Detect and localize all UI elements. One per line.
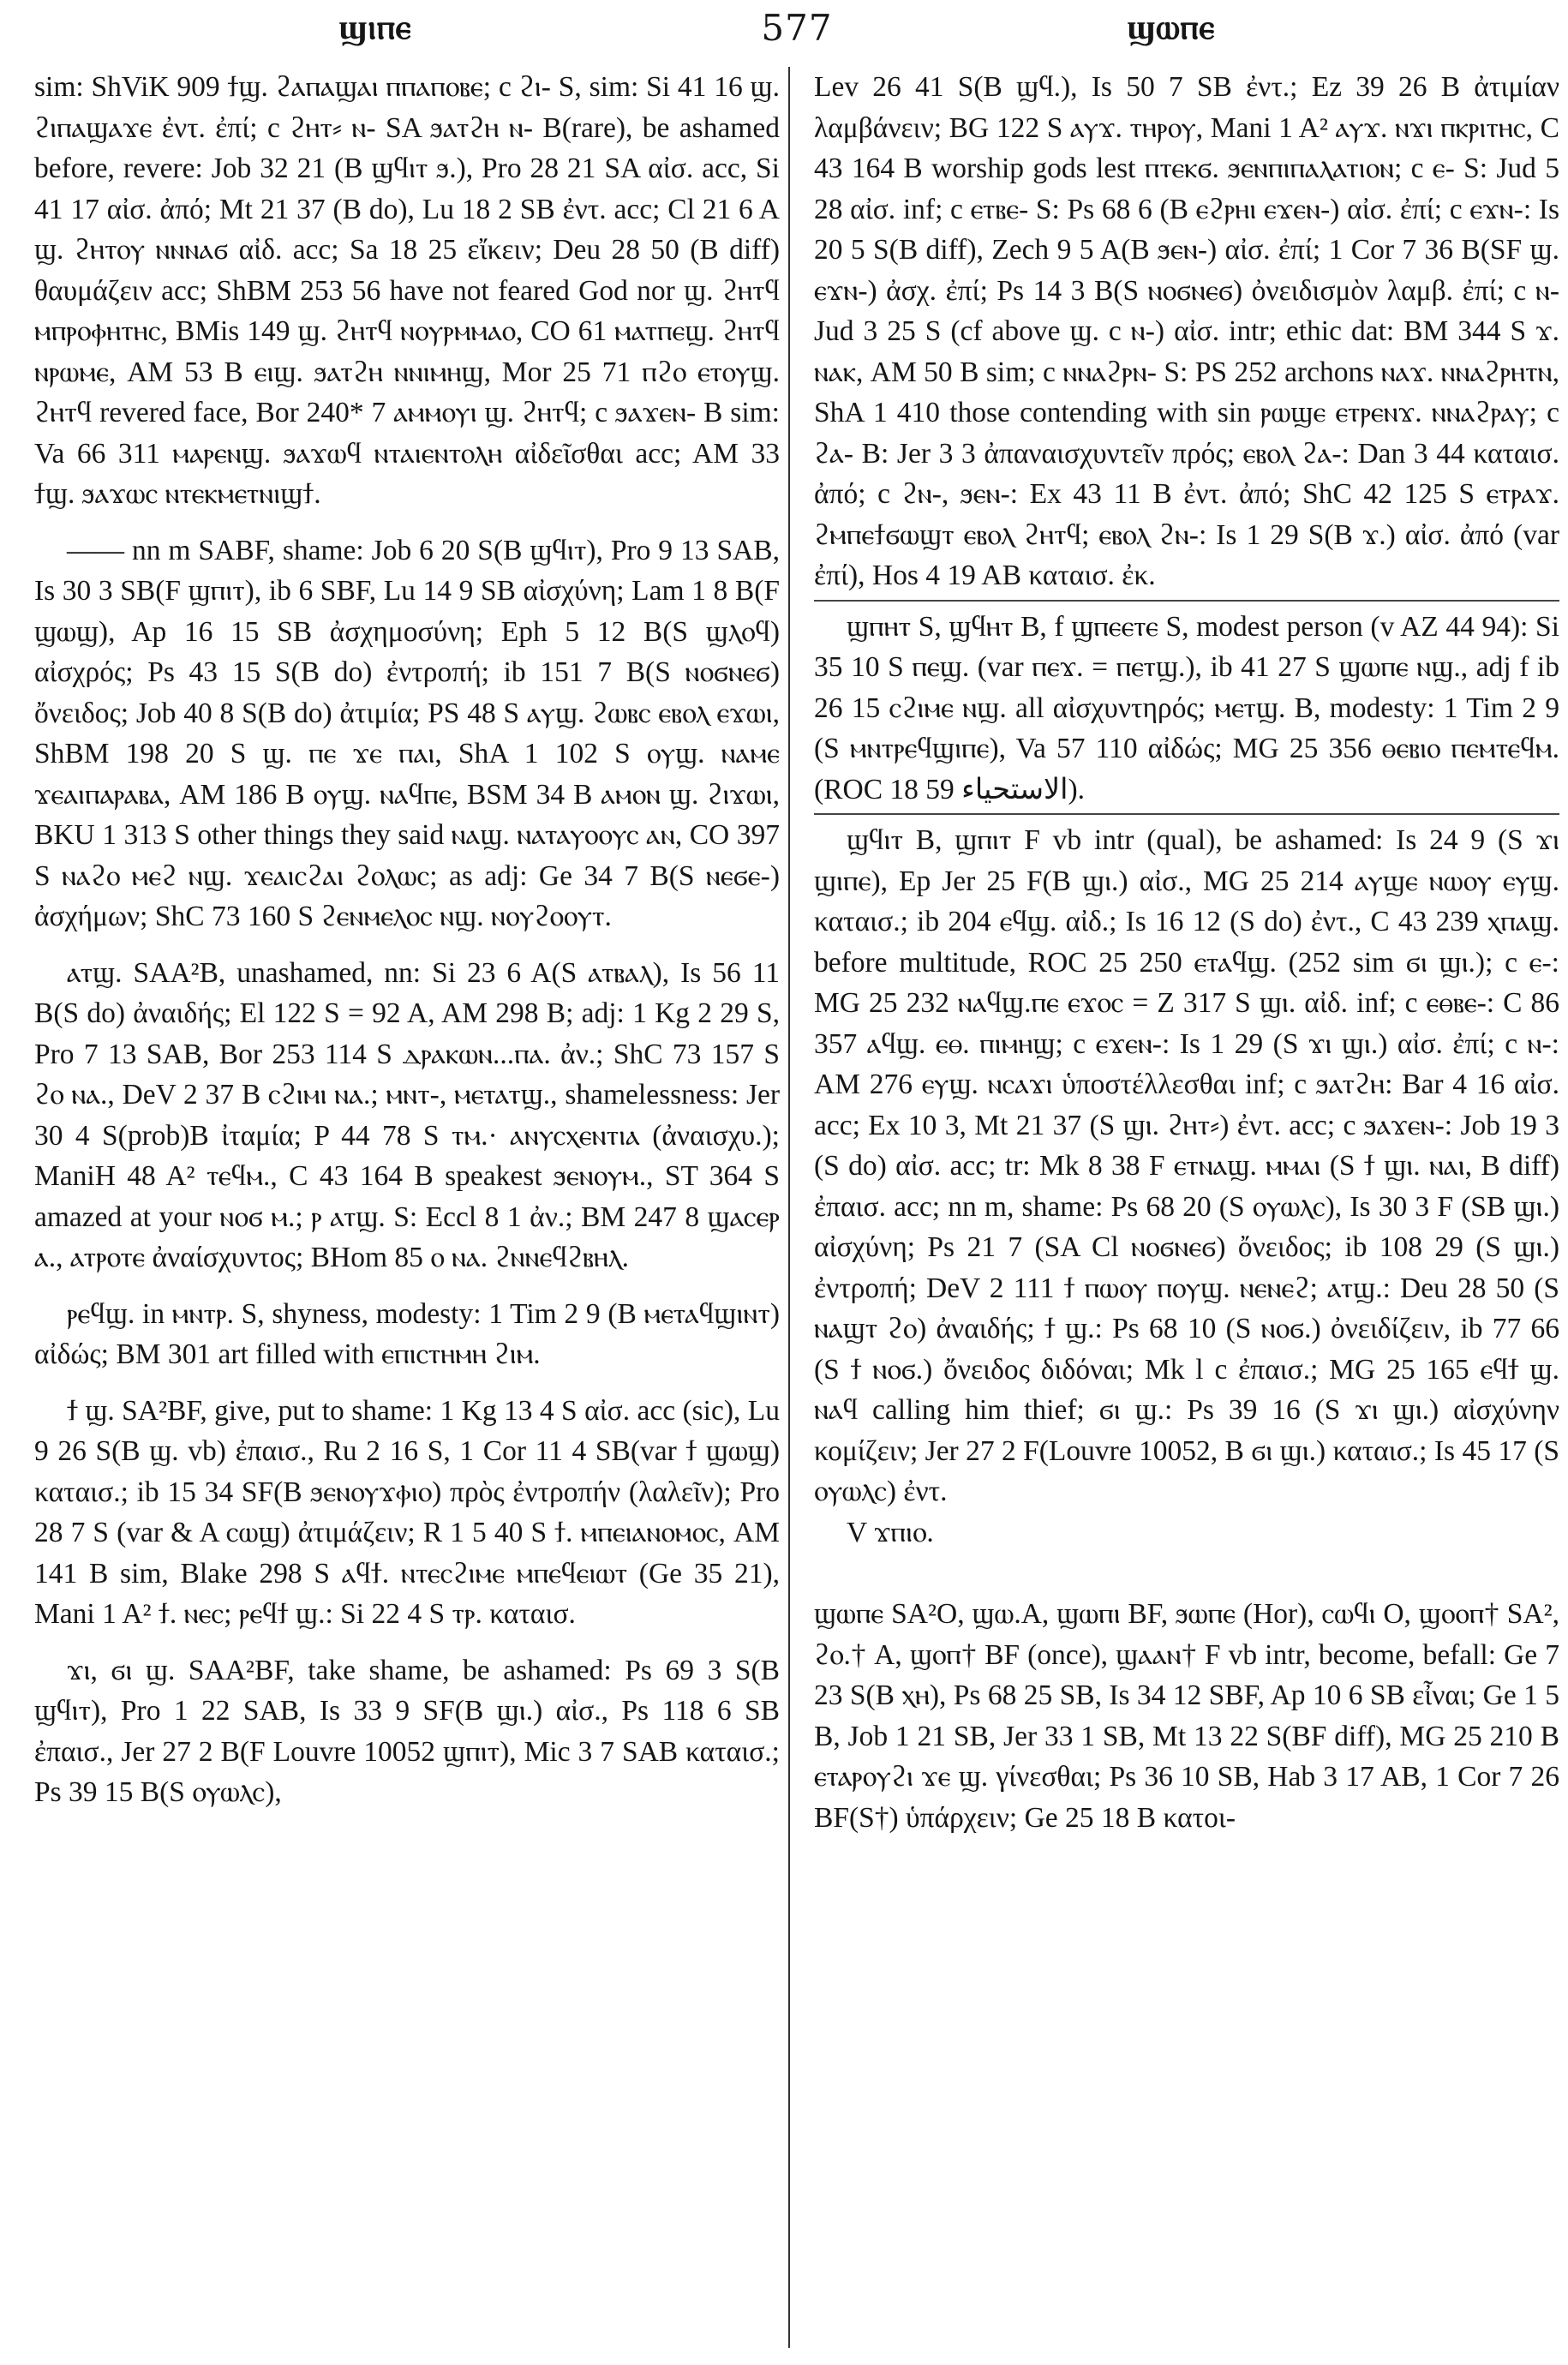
running-head-right: ϣⲱⲡⲉ [1127, 7, 1216, 47]
entry-shyness: ⲣⲉϥϣ. in ⲙⲛⲧⲣ. S, shyness, modesty: 1 Tim 2 9 (B ⲙⲉⲧⲁϥϣⲓⲛⲧ) αἰδώς; BM 301 art filled with ⲉⲡⲓⲥⲧⲏⲙⲏ ϩⲓⲙ. [34, 1297, 780, 1370]
entry-become: ϣⲱⲡⲉ SA²O, ϣⲱ.A, ϣⲱⲡⲓ BF, ϧⲱⲡⲉ (Hor), ⲥⲱϥⲓ O, ϣⲟⲟⲡ† SA², ϩⲟ.† A, ϣⲟⲡ† BF (once), ϣⲁⲁⲛ† F vb intr, become, befall: Ge 7 23 S(B ⲭⲏ), Ps 68 25 SB, Is 34 12 SBF, Ap 10 6 SB εἶναι; Ge 1 5 B, Job 1 21 SB, Jer 33 1 SB, Mt 13 22 S(BF diff), MG 25 210 B ⲉⲧⲁⲣⲟⲩϩⲓ ϫⲉ ϣ. γίνεσθαι; Ps 36 10 SB, Hab 3 17 AB, 1 Cor 7 26 BF(S†) ὑπάρχειν; Ge 25 18 B κατοι- [814, 1598, 1559, 1834]
page-number: 577 [761, 7, 833, 49]
entry-continuation-right: Lev 26 41 S(B ϣϥ.), Is 50 7 SB ἐντ.; Ez 39 26 B ἀτιμίαν λαμβάνειν; BG 122 S ⲁⲩϫ. ⲧⲏⲣⲟⲩ, Mani 1 A² ⲁⲩϫ. ⲛϫⲓ ⲡⲕⲣⲓⲧⲏⲥ, C 43 164 B worship gods lest ⲡⲧⲉⲕϭ. ϧⲉⲛⲡⲓⲡⲁⲗⲁⲧⲓⲟⲛ; c ⲉ- S: Jud 5 28 αἰσ. inf; c ⲉⲧⲃⲉ- S: Ps 68 6 (B ⲉϩⲣⲏⲓ ⲉϫⲉⲛ-) αἰσ. ἐπί; c ⲉϫⲛ-: Is 20 5 S(B diff), Zech 9 5 A(B ϧⲉⲛ-) αἰσ. ἐπί; 1 Cor 7 36 B(SF ϣ. ⲉϫⲛ-) ἀσχ. ἐπί; Ps 14 3 B(S ⲛⲟϭⲛⲉϭ) ὀνειδισμὸν λαμβ. ἐπί; c ⲛ- Jud 3 25 S (cf above ϣ. c ⲛ-) αἰσ. intr; ethic dat: BM 344 S ϫ. ⲛⲁⲕ, AM 50 B sim; c ⲛⲛⲁϩⲣⲛ- S: PS 252 archons ⲛⲁϫ. ⲛⲛⲁϩⲣⲏⲧⲛ, ShA 1 410 those contending with sin ⲣⲱϣⲉ ⲉⲧⲣⲉⲛϫ. ⲛⲛⲁϩⲣⲁⲩ; c ϩⲁ- B: Jer 3 3 ἀπαναισχυντεῖν πρός; ⲉⲃⲟⲗ ϩⲁ-: Dan 3 44 καταισ. ἀπό; c ϩⲛ-, ϧⲉⲛ-: Ex 43 11 B ἐντ. ἀπό; ShC 42 125 S ⲉⲧⲣⲁϫ. ϩⲙⲡⲉϯϭⲱϣⲧ ⲉⲃⲟⲗ ϩⲏⲧϥ; ⲉⲃⲟⲗ ϩⲛ-: Is 1 29 S(B ϫ.) αἰσ. ἀπό (var ἐπί), Hos 4 19 AB καταισ. ἐκ. [814, 71, 1559, 591]
entry-be-ashamed: ϣϥⲓⲧ B, ϣⲡⲓⲧ F vb intr (qual), be ashamed: Is 24 9 (S ϫⲓ ϣⲓⲡⲉ), Ep Jer 25 F(B ϣⲓ.) αἰσ., MG 25 214 ⲁⲩϣⲉ ⲛⲱⲟⲩ ⲉⲩϣ. καταισ.; ib 204 ⲉϥϣ. αἰδ.; Is 16 12 (S do) ἐντ., C 43 239 ⲭⲡⲁϣ. before multitude, ROC 25 250 ⲉⲧⲁϥϣ. (252 sim ϭⲓ ϣⲓ.); c ⲉ-: MG 25 232 ⲛⲁϥϣ.ⲡⲉ ⲉϫⲟⲥ = Z 317 S ϣⲓ. αἰδ. inf; c ⲉⲑⲃⲉ-: C 86 357 ⲁϥϣ. ⲉⲑ. ⲡⲓⲙⲏϣ; c ⲉϫⲉⲛ-: Is 1 29 (S ϫⲓ ϣⲓ.) αἰσ. ἐπί; c ⲛ-: AM 276 ⲉⲩϣ. ⲛⲥⲁϫⲓ ὑποστέλλεσθαι inf; c ϧⲁⲧϩⲏ: Bar 4 16 αἰσ. acc; Ex 10 3, Mt 21 37 (S ϣⲓ. ϩⲏⲧ⸗) ἐντ. acc; c ϧⲁϫⲉⲛ-: Job 19 3 (S do) αἰσ. acc; tr: Mk 8 38 F ⲉⲧⲛⲁϣ. ⲙⲙⲁⲓ (S ϯ ϣⲓ. ⲛⲁⲓ, B diff) ἐπαισ. acc; nn m, shame: Ps 68 20 (S ⲟⲩⲱⲗⲥ), Is 30 3 F (SB ϣⲓ.) αἰσχύνη; Ps 21 7 (SA Cl ⲛⲟϭⲛⲉϭ) ὄνειδος; ib 108 29 (S ϣⲓ.) ἐντροπή; DeV 2 111 ϯ ⲡⲱⲟⲩ ⲡⲟⲩϣ. ⲛⲉⲛⲉϩ; ⲁⲧϣ.: Deu 28 50 (S ⲛⲁϣⲧ ϩⲟ) ἀναιδής; ϯ ϣ.: Ps 68 10 (S ⲛⲟϭ.) ὀνειδίζειν, ib 77 66 (S ϯ ⲛⲟϭ.) ὄνειδος διδόναι; Mk l c ἐπαισ.; MG 25 165 ⲉϥϯ ϣ. ⲛⲁϥ calling him thief; ϭⲓ ϣ.: Ps 39 16 (S ϫⲓ ϣⲓ.) αἰσχύνην κομίζειν; Jer 27 2 F(Louvre 10052, B ϭⲓ ϣⲓ.) καταισ.; Is 45 17 (S ⲟⲩⲱⲗⲥ) ἐντ. [814, 813, 1559, 1512]
running-head-left: ϣⲓⲡⲉ [338, 7, 412, 47]
entry-put-to-shame: ϯ ϣ. SA²BF, give, put to shame: 1 Kg 13 4 S αἰσ. acc (sic), Lu 9 26 S(B ϣ. vb) ἐπαισ., Ru 2 16 S, 1 Cor 11 4 SB(var ϯ ϣⲱϣ) καταισ.; ib 15 34 SF(B ϧⲉⲛⲟⲩϫⲫⲓⲟ) πρὸς ἐντροπήν (λαλεῖν); Pro 28 7 S (var & A ⲥⲱϣ) ἀτιμάζειν; R 1 5 40 S ϯ. ⲙⲡⲉⲓⲁⲛⲟⲙⲟⲥ, AM 141 B sim, Blake 298 S ⲁϥϯ. ⲛⲧⲉⲥϩⲓⲙⲉ ⲙⲡⲉϥⲉⲓⲱⲧ (Ge 35 21), Mani 1 A² ϯ. ⲛⲉⲥ; ⲣⲉϥϯ ϣ.: Si 22 4 S ⲧⲣ. καταισ. [34, 1394, 780, 1630]
entry-unashamed: ⲁⲧϣ. SAA²B, unashamed, nn: Si 23 6 A(S ⲁⲧⲃⲁⲗ), Is 56 11 B(S do) ἀναιδής; El 122 S = 92 A, AM 298 B; adj: 1 Kg 2 29 S, Pro 7 13 SAB, Bor 253 114 S ⲇⲣⲁⲕⲱⲛ...ⲡⲁ. ἀν.; ShC 73 157 S ϩⲟ ⲛⲁ., DeV 2 37 B ⲥϩⲓⲙⲓ ⲛⲁ.; ⲙⲛⲧ-, ⲙⲉⲧⲁⲧϣ., shamelessness: Jer 30 4 S(prob)B ἰταμία; P 44 78 S ⲧⲙ.· ⲁⲛⲩⲥⲭⲉⲛⲧⲓⲁ (ἀναισχυ.); ManiH 48 A² ⲧⲉϥⲙ., C 43 164 B speakest ϧⲉⲛⲟⲩⲙ., ST 364 S amazed at your ⲛⲟϭ ⲙ.; ⲣ ⲁⲧϣ. S: Eccl 8 1 ἀν.; BM 247 8 ϣⲁⲥⲉⲣ ⲁ., ⲁⲧⲣⲟⲧⲉ ἀναίσχυντος; BHom 85 ⲟ ⲛⲁ. ϩⲛⲛⲉϥϩⲃⲏⲗ. [34, 956, 780, 1273]
entry-noun-shame: —— nn m SABF, shame: Job 6 20 S(B ϣϥⲓⲧ), Pro 9 13 SAB, Is 30 3 SB(F ϣⲡⲓⲧ), ib 6 SBF, Lu 14 9 SB αἰσχύνη; Lam 1 8 B(F ϣⲱϣ), Ap 16 15 SB ἀσχημοσύνη; Eph 5 12 B(S ϣⲗⲟϥ) αἰσχρός; Ps 43 15 S(B do) ἐντροπή; ib 151 7 B(S ⲛⲟϭⲛⲉϭ) ὄνειδος; Job 40 8 S(B do) ἀτιμία; PS 48 S ⲁⲩϣ. ϩⲱⲃⲥ ⲉⲃⲟⲗ ⲉϫⲱⲓ, ShBM 198 20 S ϣ. ⲡⲉ ϫⲉ ⲡⲁⲓ, ShA 1 102 S ⲟⲩϣ. ⲛⲁⲙⲉ ϫⲉⲁⲓⲡⲁⲣⲁⲃⲁ, AM 186 B ⲟⲩϣ. ⲛⲁϥⲡⲉ, BSM 34 B ⲁⲙⲟⲛ ϣ. ϩⲓϫⲱⲓ, BKU 1 313 S other things they said ⲛⲁϣ. ⲛⲁⲧⲁⲩⲟⲟⲩⲥ ⲁⲛ, CO 397 S ⲛⲁϩⲟ ⲙⲉϩ ⲛϣ. ϫⲉⲁⲓⲥϩⲁⲓ ϩⲟⲗⲱⲥ; as adj: Ge 34 7 B(S ⲛⲉϭⲉ-) ἀσχήμων; ShC 73 160 S ϩⲉⲛⲙⲉⲗⲟⲥ ⲛϣ. ⲛⲟⲩϩⲟⲟⲩⲧ. [34, 534, 780, 932]
entry-modest-person: ϣⲡⲏⲧ S, ϣϥⲏⲧ B, f ϣⲡⲉⲉⲧⲉ S, modest person (v AZ 44 94): Si 35 10 S ⲡⲉϣ. (var ⲡⲉϫ. = ⲡⲉⲧϣ.), ib 41 27 S ϣⲱⲡⲉ ⲛϣ., adj f ib 26 15 ⲥϩⲓⲙⲉ ⲛϣ. all αἰσχυντηρός; ⲙⲉⲧϣ. B, modesty: 1 Tim 2 9 (S ⲙⲛⲧⲣⲉϥϣⲓⲡⲉ), Va 57 110 αἰδώς; MG 25 356 ⲑⲉⲃⲓⲟ ⲡⲉⲙⲧⲉϥⲙ. (ROC 18 59 الاستحياء). [814, 600, 1559, 811]
entry-take-shame: ϫⲓ, ϭⲓ ϣ. SAA²BF, take shame, be ashamed: Ps 69 3 S(B ϣϥⲓⲧ), Pro 1 22 SAB, Is 33 9 SF(B ϣⲓ.) αἰσ., Ps 118 6 SB ἐπαισ., Jer 27 2 B(F Louvre 10052 ϣⲡⲓⲧ), Mic 3 7 SAB καταισ.; Ps 39 15 B(S ⲟⲩⲱⲗⲥ), [34, 1654, 780, 1808]
cross-reference: V ϫⲡⲓⲟ. [847, 1516, 934, 1548]
entry-continuation: sim: ShViK 909 ϯϣ. ϩⲁⲡⲁϣⲁⲓ ⲡⲡⲁⲡⲟⲃⲉ; c ϩⲓ- S, sim: Si 41 16 ϣ. ϩⲓⲡⲁϣⲁϫⲉ ἐντ. ἐπί; c ϩⲏⲧ⸗ ⲛ- SA ϧⲁⲧϩⲏ ⲛ- B(rare), be ashamed before, revere: Job 32 21 (B ϣϥⲓⲧ ϧ.), Pro 28 21 SA αἰσ. acc, Si 41 17 αἰσ. ἀπό; Mt 21 37 (B do), Lu 18 2 SB ἐντ. acc; Cl 21 6 A ϣ. ϩⲏⲧⲟⲩ ⲛⲛⲛⲁϭ αἰδ. acc; Sa 18 25 εἴκειν; Deu 28 50 (B diff) θαυμάζειν acc; ShBM 253 56 have not feared God nor ϣ. ϩⲏⲧϥ ⲙⲡⲣⲟⲫⲏⲧⲏⲥ, BMis 149 ϣ. ϩⲏⲧϥ ⲛⲟⲩⲣⲙⲙⲁⲟ, CO 61 ⲙⲁⲧⲡⲉϣ. ϩⲏⲧϥ ⲛⲣⲱⲙⲉ, AM 53 B ⲉⲓϣ. ϧⲁⲧϩⲏ ⲛⲛⲓⲙⲏϣ, Mor 25 71 ⲡϩⲟ ⲉⲧⲟⲩϣ. ϩⲏⲧϥ revered face, Bor 240* 7 ⲁⲙⲙⲟⲩⲓ ϣ. ϩⲏⲧϥ; c ϧⲁϫⲉⲛ- B sim: Va 66 311 ⲙⲁⲣⲉⲛϣ. ϧⲁϫⲱϥ ⲛⲧⲁⲓⲉⲛⲧⲟⲗⲏ αἰδεῖσθαι acc; AM 33 ϯϣ. ϧⲁϫⲱⲥ ⲛⲧⲉⲕⲙⲉⲧⲛⲓϣϯ. [34, 71, 780, 510]
right-column [814, 67, 1559, 2348]
left-column [34, 67, 780, 2348]
column-divider [788, 67, 790, 2348]
